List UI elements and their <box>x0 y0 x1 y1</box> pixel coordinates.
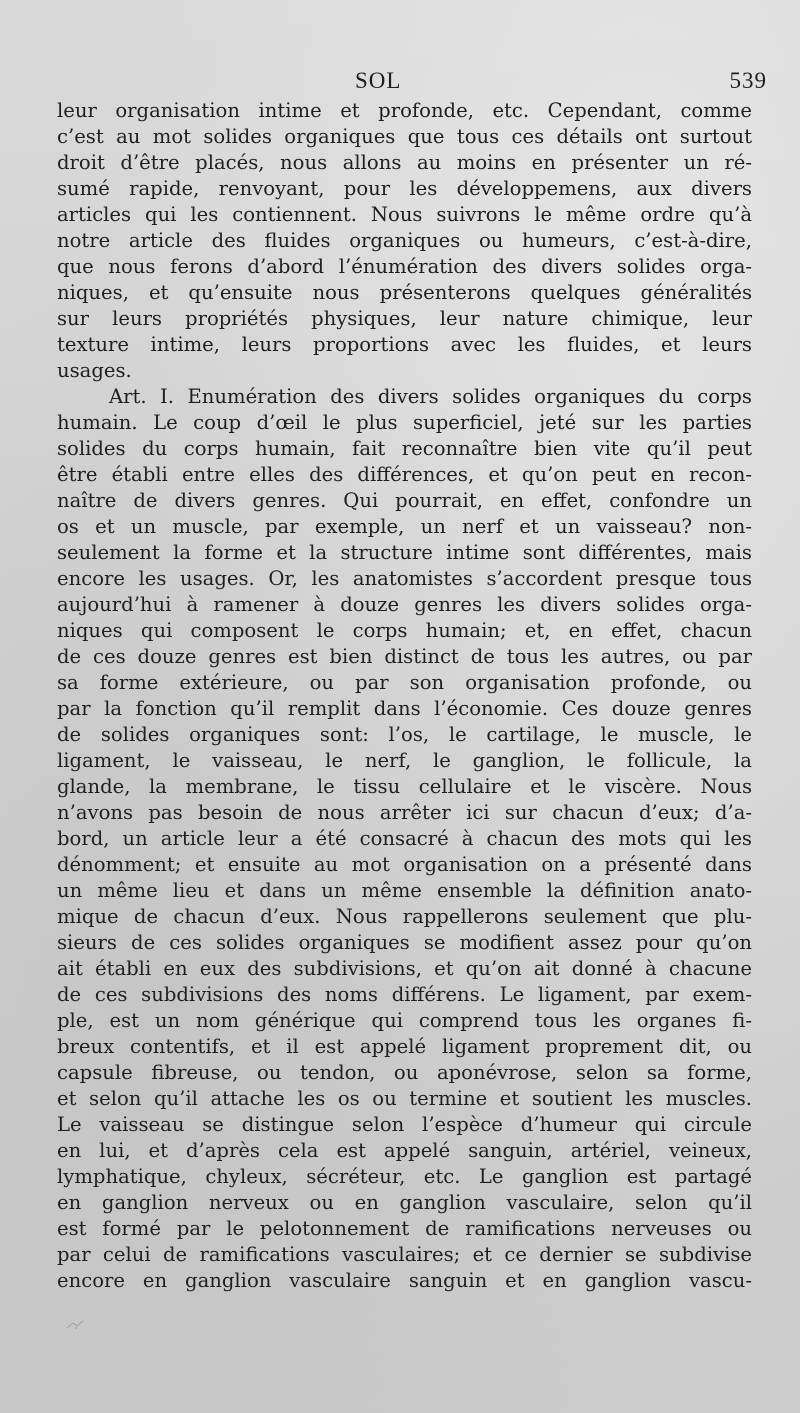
text-line: notre article des fluides organiques ou humeurs, c’est-à-dire, <box>57 229 752 252</box>
text-line: dénomment; et ensuite au mot organisation on a présenté dans <box>57 853 752 876</box>
text-line: de ces douze genres est bien distinct de tous les autres, ou par <box>57 645 752 668</box>
section-heading-line: Art. I. Enumération des divers solides organiques du corps <box>109 385 752 408</box>
running-head-title: SOL <box>355 68 402 93</box>
page-number: 539 <box>729 68 767 93</box>
text-line: encore en ganglion vasculaire sanguin et en ganglion vascu- <box>57 1269 752 1292</box>
text-line: capsule fibreuse, ou tendon, ou aponévrose, selon sa forme, <box>57 1061 752 1084</box>
text-line: texture intime, leurs proportions avec les fluides, et leurs <box>57 333 752 356</box>
text-line: ple, est un nom générique qui comprend tous les organes fi- <box>57 1009 752 1032</box>
text-line: naître de divers genres. Qui pourrait, en effet, confondre un <box>57 489 752 512</box>
text-line: en ganglion nerveux ou en ganglion vasculaire, selon qu’il <box>57 1191 752 1214</box>
text-line: seulement la forme et la structure intime sont différentes, mais <box>57 541 752 564</box>
text-line: que nous ferons d’abord l’énumération des divers solides orga- <box>57 255 752 278</box>
text-line: est formé par le pelotonnement de ramifications nerveuses ou <box>57 1217 752 1240</box>
text-line: de ces subdivisions des noms différens. Le ligament, par exem- <box>57 983 752 1006</box>
text-line: niques, et qu’ensuite nous présenterons quelques généralités <box>57 281 752 304</box>
text-line: usages. <box>57 359 132 382</box>
text-line: un même lieu et dans un même ensemble la définition anato- <box>57 879 752 902</box>
text-line: sieurs de ces solides organiques se modifient assez pour qu’on <box>57 931 752 954</box>
text-line: solides du corps humain, fait reconnaître bien vite qu’il peut <box>57 437 752 460</box>
text-line: en lui, et d’après cela est appelé sanguin, artériel, veineux, <box>57 1139 752 1162</box>
text-line: sur leurs propriétés physiques, leur nature chimique, leur <box>57 307 752 330</box>
text-line: humain. Le coup d’œil le plus superficiel, jeté sur les parties <box>57 411 752 434</box>
text-line: os et un muscle, par exemple, un nerf et un vaisseau? non- <box>57 515 752 538</box>
text-line: aujourd’hui à ramener à douze genres les divers solides orga- <box>57 593 752 616</box>
text-line: leur organisation intime et profonde, etc. Cependant, comme <box>57 99 752 122</box>
text-line: breux contentifs, et il est appelé ligament proprement dit, ou <box>57 1035 752 1058</box>
text-line: lymphatique, chyleux, sécréteur, etc. Le ganglion est partagé <box>57 1165 752 1188</box>
text-line: encore les usages. Or, les anatomistes s’accordent presque tous <box>57 567 752 590</box>
text-line: et selon qu’il attache les os ou termine et soutient les muscles. <box>57 1087 752 1110</box>
running-head <box>0 66 800 96</box>
text-line: ait établi en eux des subdivisions, et qu’on ait donné à chacune <box>57 957 752 980</box>
text-line: par la fonction qu’il remplit dans l’économie. Ces douze genres <box>57 697 752 720</box>
text-line: de solides organiques sont: l’os, le cartilage, le muscle, le <box>57 723 752 746</box>
text-line: droit d’être placés, nous allons au moins en présenter un ré- <box>57 151 752 174</box>
text-line: être établi entre elles des différences, et qu’on peut en recon- <box>57 463 752 486</box>
text-line: mique de chacun d’eux. Nous rappellerons seulement que plu- <box>57 905 752 928</box>
text-line: bord, un article leur a été consacré à chacun des mots qui les <box>57 827 752 850</box>
text-line: ligament, le vaisseau, le nerf, le ganglion, le follicule, la <box>57 749 752 772</box>
text-line: par celui de ramifications vasculaires; et ce dernier se subdivise <box>57 1243 752 1266</box>
text-line: sa forme extérieure, ou par son organisation profonde, ou <box>57 671 752 694</box>
body-text <box>57 98 752 1298</box>
text-line: glande, la membrane, le tissu cellulaire et le viscère. Nous <box>57 775 752 798</box>
paper-blemish <box>64 1318 86 1332</box>
text-line: sumé rapide, renvoyant, pour les développemens, aux divers <box>57 177 752 200</box>
text-line: niques qui composent le corps humain; et, en effet, chacun <box>57 619 752 642</box>
text-line: c’est au mot solides organiques que tous ces détails ont surtout <box>57 125 752 148</box>
text-line: n’avons pas besoin de nous arrêter ici sur chacun d’eux; d’a- <box>57 801 752 824</box>
text-line: Le vaisseau se distingue selon l’espèce d’humeur qui circule <box>57 1113 752 1136</box>
text-line: articles qui les contiennent. Nous suivrons le même ordre qu’à <box>57 203 752 226</box>
